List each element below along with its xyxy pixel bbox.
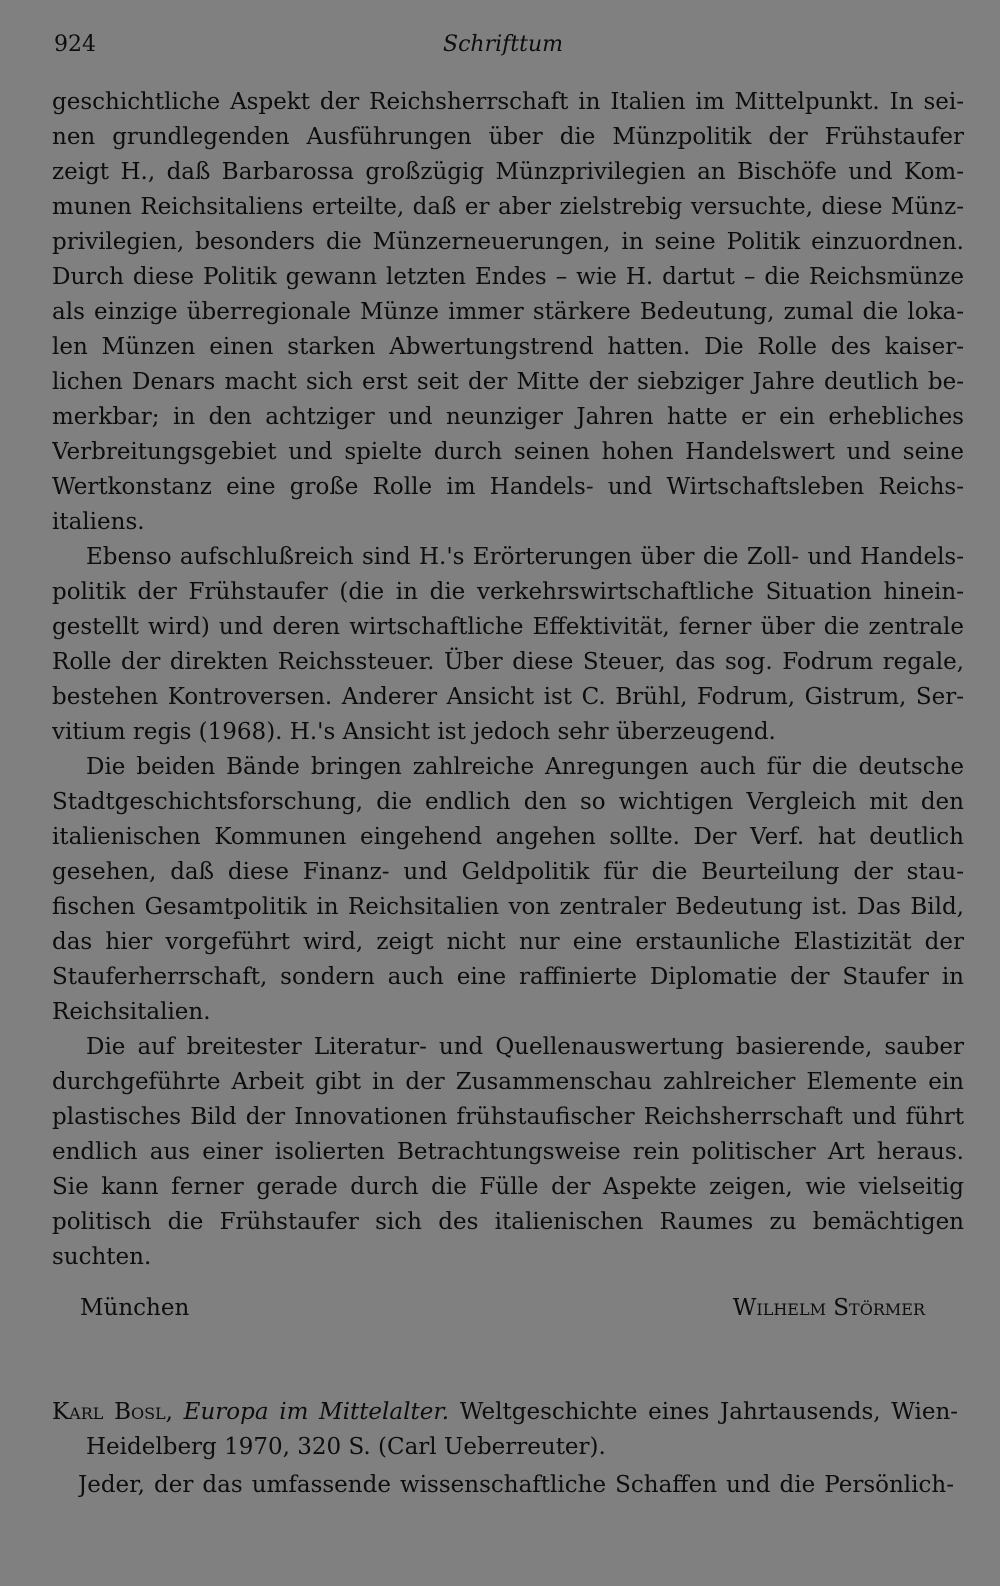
text-line: politik der Frühstaufer (die in die verkehrswirtschaftliche Situation hinein- bbox=[52, 579, 964, 605]
page-number: 924 bbox=[54, 32, 96, 57]
text-line: munen Reichsitaliens erteilte, daß er aber zielstrebig versuchte, diese Münz- bbox=[52, 194, 964, 220]
text-line: endlich aus einer isolierten Betrachtungsweise rein politischer Art heraus. bbox=[52, 1139, 964, 1165]
text-line: Die beiden Bände bringen zahlreiche Anregungen auch für die deutsche bbox=[86, 754, 964, 780]
text-line: nen grundlegenden Ausführungen über die Münzpolitik der Frühstaufer bbox=[52, 124, 964, 150]
text-line: politisch die Frühstaufer sich des italienischen Raumes zu bemächtigen bbox=[52, 1209, 964, 1235]
citation-title: Europa im Mittelalter. bbox=[183, 1399, 450, 1425]
next-review-heading bbox=[52, 1395, 958, 1465]
citation-details: Weltgeschichte eines Jahrtausends, Wien- bbox=[459, 1399, 958, 1425]
text-line: merkbar; in den achtziger und neunziger Jahren hatte er ein erhebliches bbox=[52, 404, 964, 430]
text-line: fischen Gesamtpolitik in Reichsitalien von zentraler Bedeutung ist. Das Bild, bbox=[52, 894, 964, 920]
text-line: italiens. bbox=[52, 509, 145, 535]
text-line: gesehen, daß diese Finanz- und Geldpolitik für die Beurteilung der stau- bbox=[52, 859, 964, 885]
text-line: Verbreitungsgebiet und spielte durch seinen hohen Handelswert und seine bbox=[52, 439, 964, 465]
page-header bbox=[54, 32, 952, 66]
text-line: gestellt wird) und deren wirtschaftliche Effektivität, ferner über die zentrale bbox=[52, 614, 964, 640]
text-line: plastisches Bild der Innovationen frühstaufischer Reichsherrschaft und führt bbox=[52, 1104, 964, 1130]
text-line: Die auf breitester Literatur- und Quellenauswertung basierende, sauber bbox=[86, 1034, 964, 1060]
text-line: len Münzen einen starken Abwertungstrend hatten. Die Rolle des kaiser- bbox=[52, 334, 964, 360]
next-review-body bbox=[78, 1468, 954, 1503]
signature-author: Wilhelm Störmer bbox=[732, 1295, 925, 1321]
signature-block bbox=[80, 1295, 925, 1331]
text-line: Jeder, der das umfassende wissenschaftliche Schaffen und die Persönlich- bbox=[78, 1472, 954, 1498]
text-line: Reichsitalien. bbox=[52, 999, 211, 1025]
running-head: Schrifttum bbox=[443, 32, 563, 57]
text-line: Sie kann ferner gerade durch die Fülle der Aspekte zeigen, wie vielseitig bbox=[52, 1174, 964, 1200]
text-line: privilegien, besonders die Münzerneuerungen, in seine Politik einzuordnen. bbox=[52, 229, 964, 255]
text-line: das hier vorgeführt wird, zeigt nicht nur eine erstaunliche Elastizität der bbox=[52, 929, 964, 955]
text-line: lichen Denars macht sich erst seit der Mitte der siebziger Jahre deutlich be- bbox=[52, 369, 964, 395]
text-line: bestehen Kontroversen. Anderer Ansicht ist C. Brühl, Fodrum, Gistrum, Ser- bbox=[52, 684, 964, 710]
citation-line-2: Heidelberg 1970, 320 S. (Carl Ueberreuter). bbox=[86, 1434, 606, 1460]
text-line: Wertkonstanz eine große Rolle im Handels- und Wirtschaftsleben Reichs- bbox=[52, 474, 964, 500]
citation-line bbox=[52, 1395, 958, 1430]
signature-city: München bbox=[80, 1295, 190, 1321]
text-line: geschichtliche Aspekt der Reichsherrschaft in Italien im Mittelpunkt. In sei- bbox=[52, 89, 964, 115]
citation-author: Karl Bosl, bbox=[52, 1399, 173, 1425]
text-line: Durch diese Politik gewann letzten Endes – wie H. dartut – die Reichsmünze bbox=[52, 264, 964, 290]
text-line: zeigt H., daß Barbarossa großzügig Münzprivilegien an Bischöfe und Kom- bbox=[52, 159, 964, 185]
text-line: Stadtgeschichtsforschung, die endlich den so wichtigen Vergleich mit den bbox=[52, 789, 964, 815]
text-line: italienischen Kommunen eingehend angehen sollte. Der Verf. hat deutlich bbox=[52, 824, 964, 850]
text-line: Ebenso aufschlußreich sind H.'s Erörterungen über die Zoll- und Handels- bbox=[86, 544, 964, 570]
review-body bbox=[52, 85, 964, 1275]
text-line: als einzige überregionale Münze immer stärkere Bedeutung, zumal die loka- bbox=[52, 299, 964, 325]
text-line: Rolle der direkten Reichssteuer. Über diese Steuer, das sog. Fodrum regale, bbox=[52, 649, 964, 675]
text-line: vitium regis (1968). H.'s Ansicht ist jedoch sehr überzeugend. bbox=[52, 719, 776, 745]
text-line: durchgeführte Arbeit gibt in der Zusammenschau zahlreicher Elemente ein bbox=[52, 1069, 964, 1095]
text-line: Stauferherrschaft, sondern auch eine raffinierte Diplomatie der Staufer in bbox=[52, 964, 964, 990]
text-line: suchten. bbox=[52, 1244, 152, 1270]
